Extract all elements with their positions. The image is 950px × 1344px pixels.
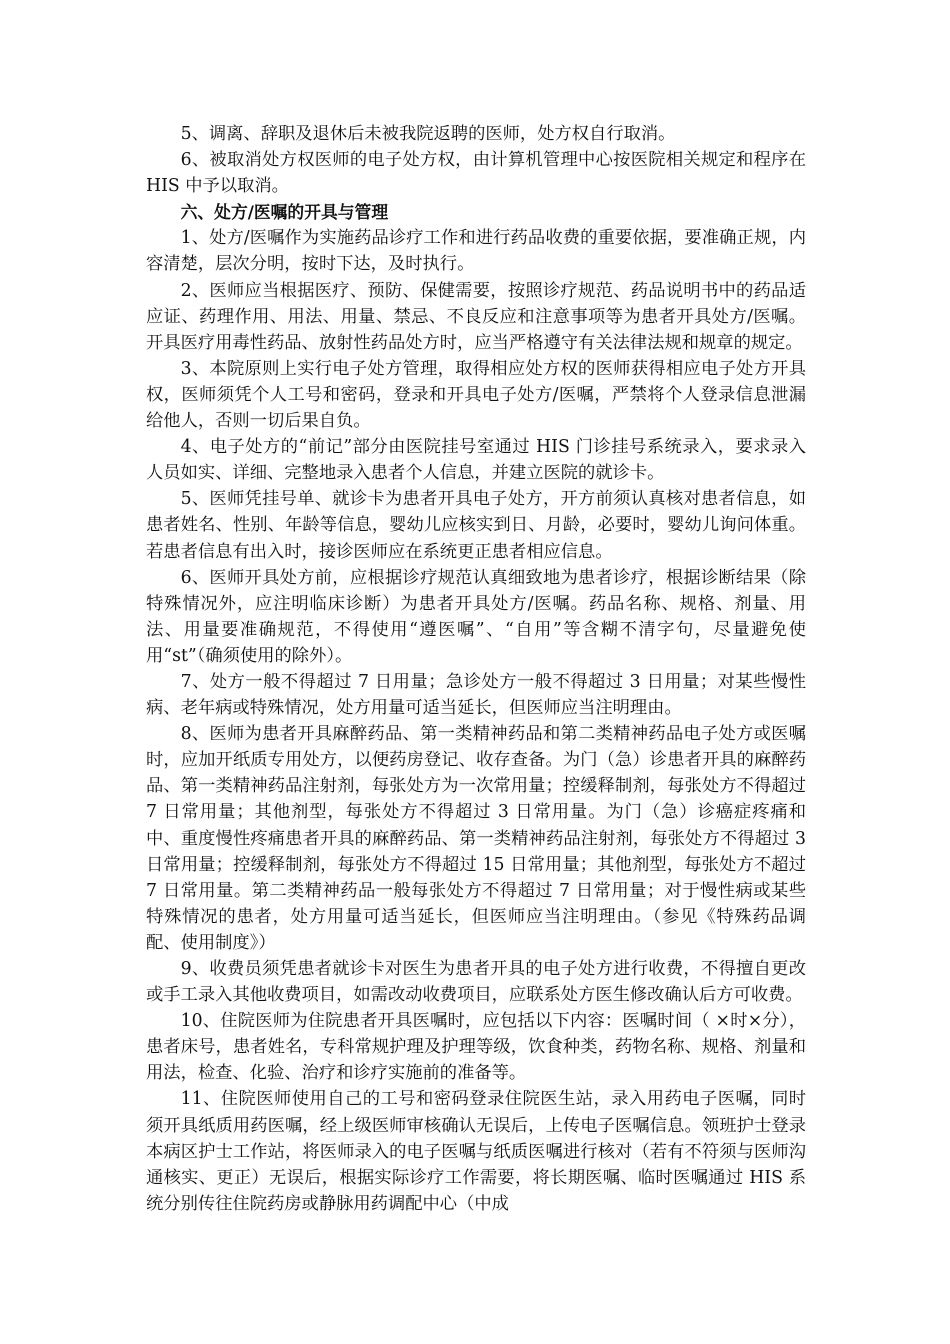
document-page	[146, 121, 806, 1217]
paragraph: 11、住院医师使用自己的工号和密码登录住院医生站，录入用药电子医嘱，同时须开具纸质用药医嘱，经上级医师审核确认无误后，上传电子医嘱信息。领班护士登录本病区护士工作站，将医师录入的电子医嘱与纸质医嘱进行核对（若有不符须与医师沟通核实、更正）无误后，根据实际诊疗工作需要，将长期医嘱、临时医嘱通过 HIS 系统分别传往住院药房或静脉用药调配中心（中成	[146, 1089, 806, 1214]
paragraph: 10、住院医师为住院患者开具医嘱时，应包括以下内容：医嘱时间（ ×时×分），患者床号，患者姓名，专科常规护理及护理等级，饮食种类，药物名称、规格、剂量和用法，检查、化验、治疗和诊疗实施前的准备等。	[146, 1011, 806, 1084]
paragraph: 1、处方/医嘱作为实施药品诊疗工作和进行药品收费的重要依据，要准确正规，内容清楚，层次分明，按时下达，及时执行。	[146, 228, 806, 275]
paragraph: 7、处方一般不得超过 7 日用量；急诊处方一般不得超过 3 日用量；对某些慢性病、老年病或特殊情况，处方用量可适当延长，但医师应当注明理由。	[146, 671, 806, 719]
section-heading: 六、处方/医嘱的开具与管理	[180, 202, 389, 223]
paragraph: 8、医师为患者开具麻醉药品、第一类精神药品和第二类精神药品电子处方或医嘱时，应加开纸质专用处方，以便药房登记、收存查备。为门（急）诊患者开具的麻醉药品、第一类精神药品注射剂，每张处方为一次常用量；控缓释制剂，每张处方不得超过 7 日常用量；其他剂型，每张处方不得超过 3 日常用量。为门（急）诊癌症疼痛和中、重度慢性疼痛患者开具的麻醉药品、第一类精神药品注射剂，每张处方不得超过 3 日常用量；控缓释制剂，每张处方不得超过 15 日常用量；其他剂型，每张处方不超过 7 日常用量。第二类精神药品一般每张处方不得超过 7 日常用量；对于慢性病或某些特殊情况的患者，处方用量可适当延长，但医师应当注明理由。（参见《特殊药品调配、使用制度》）	[146, 724, 806, 953]
paragraph: 6、被取消处方权医师的电子处方权，由计算机管理中心按医院相关规定和程序在 HIS 中予以取消。	[146, 150, 806, 197]
paragraph: 3、本院原则上实行电子处方管理，取得相应处方权的医师获得相应电子处方开具权，医师须凭个人工号和密码，登录和开具电子处方/医嘱，严禁将个人登录信息泄漏给他人，否则一切后果自负。	[146, 358, 806, 432]
paragraph: 2、医师应当根据医疗、预防、保健需要，按照诊疗规范、药品说明书中的药品适应证、药理作用、用法、用量、禁忌、不良反应和注意事项等为患者开具处方/医嘱。开具医疗用毒性药品、放射性药品处方时，应当严格遵守有关法律法规和规章的规定。	[146, 280, 806, 353]
paragraph: 4、电子处方的“前记”部分由医院挂号室通过 HIS 门诊挂号系统录入，要求录入人员如实、详细、完整地录入患者个人信息，并建立医院的就诊卡。	[146, 437, 806, 484]
paragraph: 9、收费员须凭患者就诊卡对医生为患者开具的电子处方进行收费，不得擅自更改或手工录入其他收费项目，如需改动收费项目，应联系处方医生修改确认后方可收费。	[146, 959, 806, 1006]
paragraph: 5、调离、辞职及退休后未被我院返聘的医师，处方权自行取消。	[180, 124, 676, 144]
paragraph: 5、医师凭挂号单、就诊卡为患者开具电子处方，开方前须认真核对患者信息，如患者姓名、性别、年龄等信息，婴幼儿应核实到日、月龄，必要时，婴幼儿询问体重。若患者信息有出入时，接诊医师应在系统更正患者相应信息。	[146, 489, 806, 562]
paragraph: 6、医师开具处方前，应根据诊疗规范认真细致地为患者诊疗，根据诊断结果（除特殊情况外，应注明临床诊断）为患者开具处方/医嘱。药品名称、规格、剂量、用法、用量要准确规范，不得使用“遵医嘱”、“自用”等含糊不清字句，尽量避免使用“st”（确须使用的除外）。	[146, 567, 806, 666]
